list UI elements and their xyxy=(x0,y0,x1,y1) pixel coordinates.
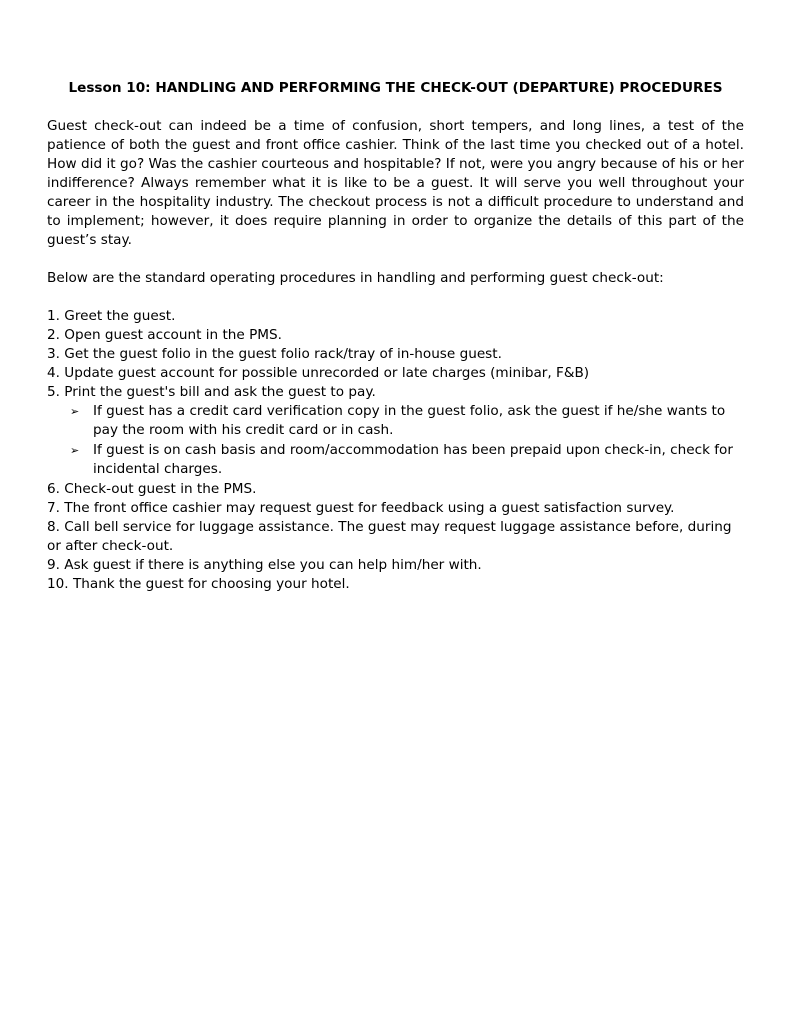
lesson-title: Lesson 10: HANDLING AND PERFORMING THE CHECK-OUT (DEPARTURE) PROCEDURES xyxy=(68,80,723,96)
step-6: 6. Check-out guest in the PMS. xyxy=(47,481,257,497)
procedure-steps xyxy=(47,307,744,594)
step-7: 7. The front office cashier may request guest for feedback using a guest satisfaction survey. xyxy=(47,500,675,516)
step-5-subitems xyxy=(47,402,744,479)
subitem-text: If guest has a credit card verification copy in the guest folio, ask the guest if he/she wants to pay the room with his credit card or in cash. xyxy=(93,403,726,438)
step-1: 1. Greet the guest. xyxy=(47,308,176,324)
intro-paragraph: Guest check-out can indeed be a time of confusion, short tempers, and long lines, a test of the patience of both the guest and front office cashier. Think of the last time you checked out of a hotel. How did it go? Was the cashier courteous and hospitable? If not, were you angry because of his or her indifference? Always remember what it is like to be a guest. It will serve you well throughout your career in the hospitality industry. The checkout process is not a difficult procedure to understand and to implement; however, it does require planning in order to organize the details of this part of the guest’s stay. xyxy=(47,118,744,248)
step-5 xyxy=(47,383,744,479)
step-2: 2. Open guest account in the PMS. xyxy=(47,327,282,343)
step-10: 10. Thank the guest for choosing your hotel. xyxy=(47,576,350,592)
step-5-text: 5. Print the guest's bill and ask the guest to pay. xyxy=(47,384,376,400)
step-4: 4. Update guest account for possible unrecorded or late charges (minibar, F&B) xyxy=(47,365,590,381)
arrowhead-bullet-icon: ➢ xyxy=(70,444,80,457)
step-5-subitem xyxy=(47,402,744,440)
step-9: 9. Ask guest if there is anything else you can help him/her with. xyxy=(47,557,482,573)
step-8: 8. Call bell service for luggage assistance. The guest may request luggage assistance before, during or after check-out. xyxy=(47,519,732,554)
step-3: 3. Get the guest folio in the guest folio rack/tray of in-house guest. xyxy=(47,346,502,362)
subitem-text: If guest is on cash basis and room/accommodation has been prepaid upon check-in, check for incidental charges. xyxy=(93,442,733,477)
arrowhead-bullet-icon: ➢ xyxy=(70,405,80,418)
step-5-subitem xyxy=(47,441,744,479)
document-page xyxy=(47,79,744,594)
procedures-intro: Below are the standard operating procedures in handling and performing guest check-out: xyxy=(47,270,664,286)
